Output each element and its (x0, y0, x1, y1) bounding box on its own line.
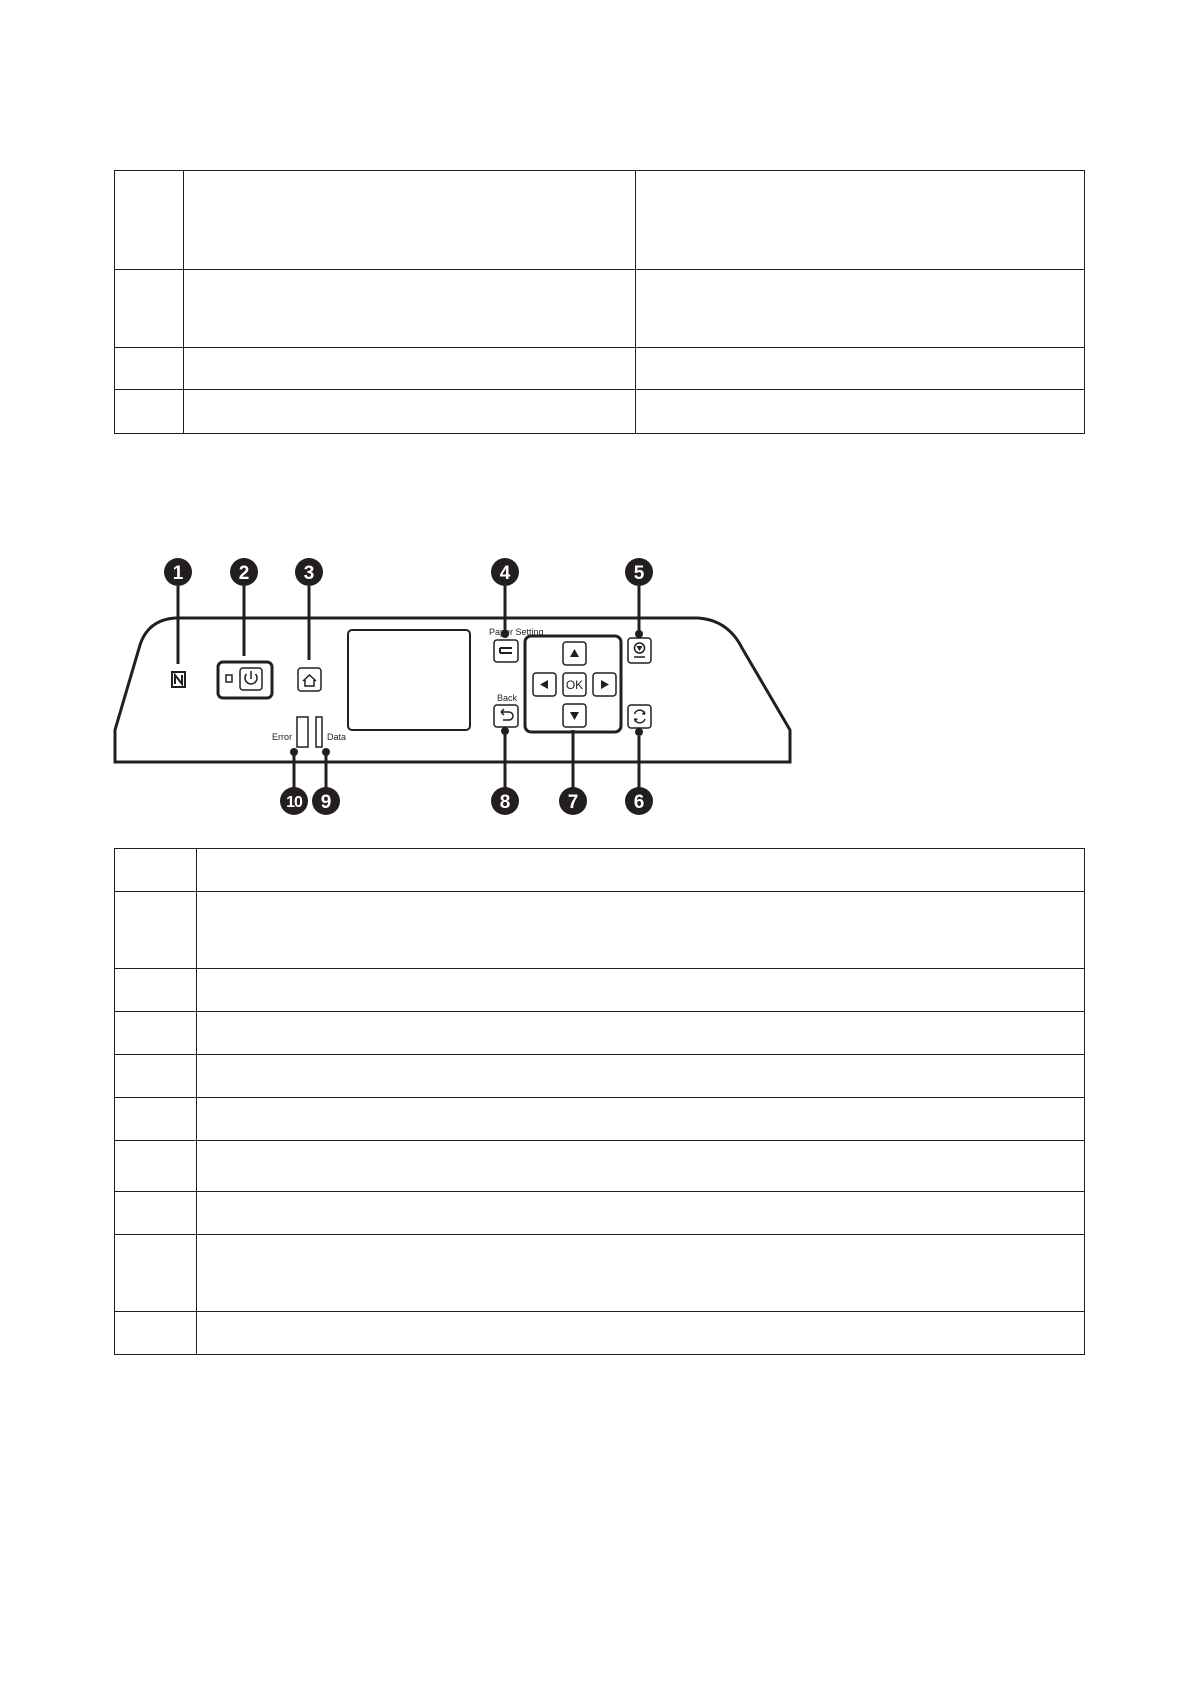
table-cell (115, 969, 197, 1012)
callout-7 (559, 787, 587, 815)
table-cell (197, 1235, 1085, 1312)
data-label: Data (327, 732, 347, 742)
table-cell (115, 1098, 197, 1141)
table-cell (115, 1055, 197, 1098)
table-cell (115, 1141, 197, 1192)
table-cell (197, 1012, 1085, 1055)
control-panel-figure (0, 540, 800, 840)
table-cell (115, 171, 184, 270)
panel-outline (115, 618, 790, 762)
table-cell (115, 270, 184, 348)
paper-setting-label: Paper Setting (489, 627, 544, 637)
table-cell (197, 849, 1085, 892)
svg-text:8: 8 (499, 792, 511, 813)
callout-4 (491, 558, 519, 586)
svg-text:1: 1 (172, 563, 184, 584)
callout-2 (230, 558, 258, 586)
table-row (115, 1141, 1085, 1192)
table-cell (115, 348, 184, 390)
table-row (115, 1055, 1085, 1098)
table-cell (636, 348, 1085, 390)
table-cell (184, 270, 636, 348)
table-cell (115, 1012, 197, 1055)
lcd-screen (348, 630, 470, 730)
table-cell (115, 390, 184, 434)
table-row (115, 969, 1085, 1012)
table-cell (184, 390, 636, 434)
svg-text:4: 4 (499, 563, 511, 584)
arrow-up-button[interactable] (563, 642, 586, 665)
table-row (115, 270, 1085, 348)
table-cell (197, 1192, 1085, 1235)
data-light (316, 717, 322, 747)
top-table (114, 170, 1085, 434)
arrow-down-button[interactable] (563, 704, 586, 727)
svg-text:9: 9 (320, 792, 332, 813)
table-cell (115, 1235, 197, 1312)
error-light (297, 717, 308, 747)
paper-setting-button[interactable] (494, 640, 518, 662)
ok-button[interactable] (563, 673, 586, 696)
svg-text:10: 10 (286, 794, 302, 811)
svg-text:6: 6 (633, 792, 645, 813)
svg-text:7: 7 (567, 792, 579, 813)
table-cell (197, 1312, 1085, 1355)
back-button[interactable] (494, 705, 518, 727)
table-cell (636, 270, 1085, 348)
svg-text:2: 2 (238, 563, 250, 584)
table-cell (197, 1055, 1085, 1098)
callout-6 (625, 787, 653, 815)
table-cell (115, 1312, 197, 1355)
home-icon (303, 675, 316, 686)
svg-text:5: 5 (633, 563, 645, 584)
table-row (115, 892, 1085, 969)
table-cell (636, 171, 1085, 270)
nfc-icon (172, 672, 185, 687)
callout-3 (295, 558, 323, 586)
back-label: Back (497, 693, 518, 703)
callout-8 (491, 787, 519, 815)
table-row (115, 348, 1085, 390)
table-row (115, 1098, 1085, 1141)
reset-button[interactable] (628, 705, 651, 728)
table-row (115, 1235, 1085, 1312)
callout-9 (312, 787, 340, 815)
table-row (115, 1312, 1085, 1355)
arrow-right-button[interactable] (593, 673, 616, 696)
callout-1 (164, 558, 192, 586)
table-cell (184, 348, 636, 390)
table-cell (636, 390, 1085, 434)
ok-label: OK (565, 678, 584, 692)
table-cell (197, 892, 1085, 969)
bottom-table (114, 848, 1085, 1355)
arrow-up-icon (570, 649, 579, 657)
power-light (226, 675, 232, 682)
table-cell (115, 1192, 197, 1235)
table-cell (197, 1141, 1085, 1192)
table-cell (184, 171, 636, 270)
table-cell (197, 969, 1085, 1012)
arrow-right-icon (601, 680, 609, 689)
callout-10 (280, 787, 308, 815)
table-row (115, 1012, 1085, 1055)
table-cell (197, 1098, 1085, 1141)
home-button[interactable] (298, 668, 321, 691)
arrow-down-icon (570, 712, 579, 720)
power-button[interactable] (240, 668, 262, 690)
table-cell (115, 849, 197, 892)
arrow-left-button[interactable] (533, 673, 556, 696)
svg-text:3: 3 (303, 563, 315, 584)
table-row (115, 390, 1085, 434)
stop-button[interactable] (628, 638, 651, 663)
callout-5 (625, 558, 653, 586)
arrow-left-icon (540, 680, 548, 689)
error-label: Error (272, 732, 292, 742)
table-row (115, 1192, 1085, 1235)
table-cell (115, 892, 197, 969)
table-row (115, 171, 1085, 270)
table-row (115, 849, 1085, 892)
